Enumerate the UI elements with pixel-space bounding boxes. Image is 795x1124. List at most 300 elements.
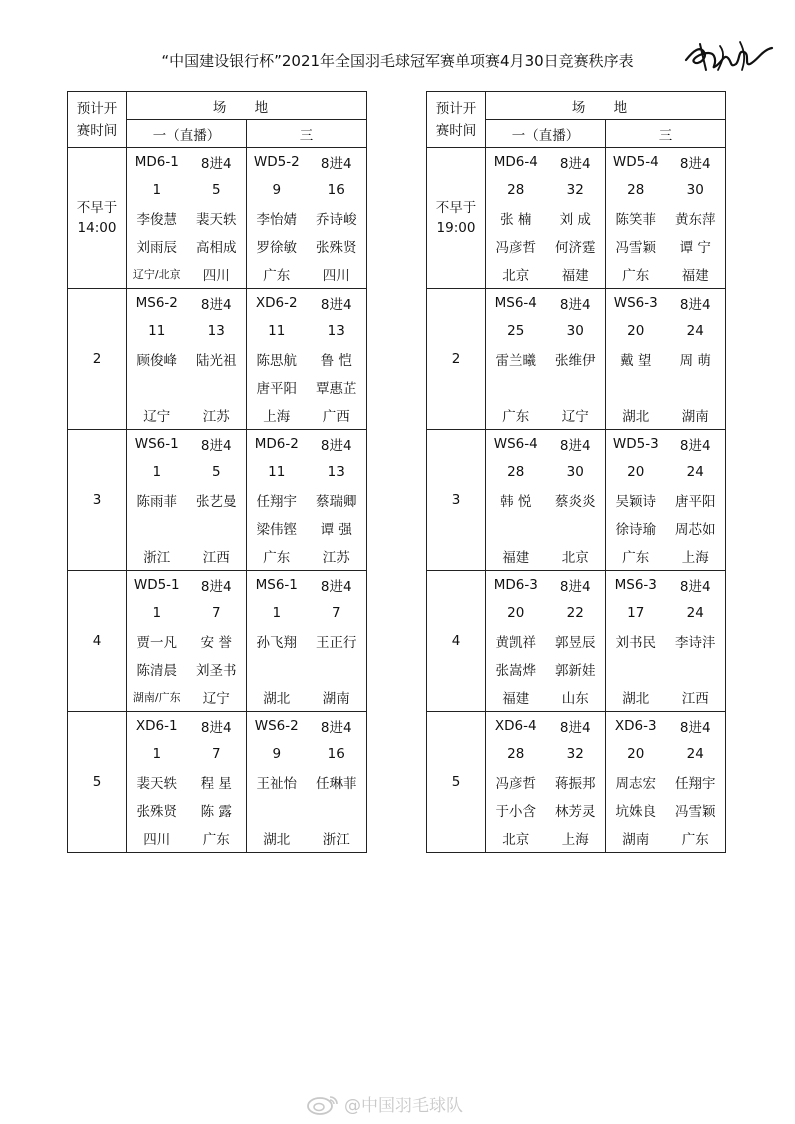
match-line bbox=[486, 289, 605, 317]
match-cell: 上海 bbox=[681, 550, 709, 566]
match-cell: 张殊贤 bbox=[136, 804, 177, 820]
match-cell: 雷兰曦 bbox=[495, 353, 536, 369]
match-cell: 广东 bbox=[263, 550, 291, 566]
match-line bbox=[606, 571, 725, 599]
table-row bbox=[68, 571, 367, 712]
match-cell: 林芳灵 bbox=[555, 804, 596, 820]
match-cell: 吴颖诗 bbox=[615, 494, 656, 510]
match-line bbox=[247, 486, 366, 514]
match-cell: 韩 悦 bbox=[500, 494, 532, 510]
match-line bbox=[606, 796, 725, 824]
match-cell: 9 bbox=[272, 182, 282, 198]
start-time-line: 4 bbox=[451, 633, 461, 649]
match-cell: 8进4 bbox=[679, 156, 711, 172]
match-cell: 28 bbox=[507, 182, 525, 198]
match-cell: 安 誉 bbox=[200, 635, 232, 651]
match-cell: 广东 bbox=[202, 832, 230, 848]
match-cell: 李俊慧 bbox=[136, 212, 177, 228]
match-cell: 覃惠芷 bbox=[316, 381, 357, 397]
match-cell: 谭 强 bbox=[320, 522, 352, 538]
table-row bbox=[68, 289, 367, 430]
match-line bbox=[486, 542, 605, 570]
match-cell: 谭 宁 bbox=[679, 240, 711, 256]
header-time bbox=[68, 92, 127, 148]
match-cell: 辽宁 bbox=[143, 409, 171, 425]
match-cell: 9 bbox=[272, 746, 282, 762]
match-cell: 22 bbox=[566, 605, 584, 621]
match-cell: 广东 bbox=[622, 550, 650, 566]
match-cell: 刘书民 bbox=[615, 635, 656, 651]
match-line bbox=[247, 345, 366, 373]
match-cell: 7 bbox=[331, 605, 341, 621]
match-cell: 冯雪颖 bbox=[615, 240, 656, 256]
match-line bbox=[606, 148, 725, 176]
match-cell: 高相成 bbox=[196, 240, 237, 256]
match-cell: 28 bbox=[507, 464, 525, 480]
match-cell: 四川 bbox=[202, 268, 230, 284]
match-line bbox=[247, 712, 366, 740]
match-line bbox=[486, 796, 605, 824]
court-3-match bbox=[247, 430, 367, 571]
match-cell: 20 bbox=[507, 605, 525, 621]
match-cell: 24 bbox=[686, 464, 704, 480]
match-cell: MS6-3 bbox=[614, 577, 657, 593]
match-cell: 广东 bbox=[622, 268, 650, 284]
table-row bbox=[427, 289, 726, 430]
match-cell: 湖北 bbox=[622, 691, 650, 707]
court-3-match bbox=[247, 571, 367, 712]
court-3-match bbox=[606, 712, 726, 853]
match-cell: 20 bbox=[627, 464, 645, 480]
match-cell: 16 bbox=[327, 182, 345, 198]
match-line bbox=[127, 655, 246, 683]
start-time bbox=[68, 571, 127, 712]
match-cell: 28 bbox=[627, 182, 645, 198]
match-cell: 1 bbox=[152, 746, 162, 762]
match-line bbox=[127, 599, 246, 627]
match-cell: 裴天轶 bbox=[136, 776, 177, 792]
match-line bbox=[486, 345, 605, 373]
header-time bbox=[427, 92, 486, 148]
match-cell: 顾俊峰 bbox=[136, 353, 177, 369]
header-court-3: 三 bbox=[247, 120, 367, 148]
match-cell: 郭昱辰 bbox=[555, 635, 596, 651]
watermark-text: @中国羽毛球队 bbox=[344, 1096, 463, 1116]
match-cell: 8进4 bbox=[200, 156, 232, 172]
match-cell: 冯彦哲 bbox=[495, 240, 536, 256]
match-cell: 湖北 bbox=[622, 409, 650, 425]
match-line bbox=[606, 458, 725, 486]
court-1-match bbox=[486, 148, 606, 289]
start-time bbox=[68, 430, 127, 571]
match-cell: 湖南/广东 bbox=[132, 691, 181, 704]
start-time-line: 5 bbox=[92, 774, 102, 790]
match-cell: 于小含 bbox=[495, 804, 536, 820]
match-cell: 1 bbox=[272, 605, 282, 621]
match-cell: 5 bbox=[211, 182, 221, 198]
match-cell: 刘 成 bbox=[559, 212, 591, 228]
schedule-table-afternoon bbox=[67, 91, 367, 853]
match-cell: 福建 bbox=[502, 550, 530, 566]
start-time bbox=[427, 289, 486, 430]
start-time-line: 19:00 bbox=[436, 220, 476, 236]
match-line bbox=[606, 373, 725, 401]
match-line bbox=[486, 401, 605, 429]
match-line bbox=[247, 796, 366, 824]
match-cell: MS6-1 bbox=[255, 577, 298, 593]
match-cell: 32 bbox=[566, 746, 584, 762]
court-3-match bbox=[247, 148, 367, 289]
match-cell: 陈雨菲 bbox=[136, 494, 177, 510]
match-cell: 8进4 bbox=[559, 579, 591, 595]
match-line bbox=[247, 401, 366, 429]
match-cell: 蒋振邦 bbox=[555, 776, 596, 792]
match-cell: 广东 bbox=[681, 832, 709, 848]
match-line bbox=[486, 176, 605, 204]
match-line bbox=[247, 204, 366, 232]
schedule-table-evening bbox=[426, 91, 726, 853]
match-line bbox=[606, 486, 725, 514]
header-venue: 场 地 bbox=[486, 92, 726, 120]
match-cell: 广西 bbox=[322, 409, 350, 425]
start-time-line: 3 bbox=[92, 492, 102, 508]
match-cell: 8进4 bbox=[320, 156, 352, 172]
match-cell: 17 bbox=[627, 605, 645, 621]
match-cell: 张 楠 bbox=[500, 212, 532, 228]
table-row bbox=[427, 712, 726, 853]
match-cell: 李怡婧 bbox=[256, 212, 297, 228]
court-1-match bbox=[486, 571, 606, 712]
match-line bbox=[606, 260, 725, 288]
watermark bbox=[306, 1091, 463, 1116]
match-line bbox=[247, 148, 366, 176]
match-cell: 山东 bbox=[561, 691, 589, 707]
match-line bbox=[606, 627, 725, 655]
match-cell: 1 bbox=[152, 605, 162, 621]
start-time bbox=[427, 430, 486, 571]
start-time-line: 不早于 bbox=[76, 200, 118, 216]
signature-image bbox=[680, 36, 776, 76]
header-court-1: 一（直播） bbox=[127, 120, 247, 148]
match-cell: 8进4 bbox=[679, 579, 711, 595]
match-line bbox=[127, 542, 246, 570]
match-line bbox=[606, 430, 725, 458]
match-cell: XD6-4 bbox=[494, 718, 537, 734]
match-cell: 8进4 bbox=[679, 297, 711, 313]
match-line bbox=[247, 740, 366, 768]
match-cell: XD6-2 bbox=[255, 295, 298, 311]
match-cell: 湖北 bbox=[263, 691, 291, 707]
match-cell: 11 bbox=[148, 323, 166, 339]
match-line bbox=[127, 317, 246, 345]
match-cell: 32 bbox=[566, 182, 584, 198]
match-cell: 陈笑菲 bbox=[615, 212, 656, 228]
match-cell: 张殊贤 bbox=[316, 240, 357, 256]
match-cell: 13 bbox=[207, 323, 225, 339]
match-cell: 30 bbox=[566, 464, 584, 480]
match-line bbox=[486, 260, 605, 288]
match-cell: 冯彦哲 bbox=[495, 776, 536, 792]
match-line bbox=[247, 542, 366, 570]
match-cell: 张艺曼 bbox=[196, 494, 237, 510]
match-line bbox=[486, 768, 605, 796]
match-line bbox=[606, 824, 725, 852]
match-line bbox=[606, 655, 725, 683]
match-line bbox=[127, 373, 246, 401]
match-line bbox=[486, 148, 605, 176]
match-line bbox=[247, 599, 366, 627]
match-cell: 任翔宇 bbox=[256, 494, 297, 510]
table-row bbox=[427, 148, 726, 289]
match-line bbox=[486, 824, 605, 852]
match-cell: WS6-1 bbox=[134, 436, 179, 452]
start-time-line: 不早于 bbox=[435, 200, 477, 216]
match-line bbox=[247, 655, 366, 683]
match-cell: 25 bbox=[507, 323, 525, 339]
match-cell: 8进4 bbox=[320, 579, 352, 595]
table-row bbox=[68, 430, 367, 571]
match-line bbox=[486, 430, 605, 458]
match-cell: 北京 bbox=[502, 268, 530, 284]
match-cell: 8进4 bbox=[679, 720, 711, 736]
match-line bbox=[127, 289, 246, 317]
match-line bbox=[606, 317, 725, 345]
match-line bbox=[247, 289, 366, 317]
match-cell: 张维伊 bbox=[555, 353, 596, 369]
match-cell: 8进4 bbox=[320, 720, 352, 736]
match-cell: WD5-1 bbox=[133, 577, 180, 593]
match-cell: WD5-4 bbox=[612, 154, 659, 170]
court-1-match bbox=[486, 430, 606, 571]
match-line bbox=[247, 373, 366, 401]
match-line bbox=[127, 401, 246, 429]
match-cell: XD6-3 bbox=[614, 718, 657, 734]
match-line bbox=[247, 317, 366, 345]
match-line bbox=[486, 655, 605, 683]
start-time bbox=[427, 148, 486, 289]
match-cell: 湖南 bbox=[681, 409, 709, 425]
match-cell: 乔诗峻 bbox=[316, 212, 357, 228]
match-line bbox=[486, 683, 605, 711]
match-line bbox=[247, 458, 366, 486]
match-cell: 江苏 bbox=[322, 550, 350, 566]
court-1-match bbox=[127, 289, 247, 430]
match-line bbox=[486, 627, 605, 655]
match-cell: 江西 bbox=[202, 550, 230, 566]
match-line bbox=[127, 514, 246, 542]
match-cell: 8进4 bbox=[200, 297, 232, 313]
start-time-line: 14:00 bbox=[77, 220, 117, 236]
match-cell: 24 bbox=[686, 605, 704, 621]
match-cell: 8进4 bbox=[559, 438, 591, 454]
match-cell: 8进4 bbox=[200, 720, 232, 736]
court-3-match bbox=[606, 430, 726, 571]
match-line bbox=[606, 176, 725, 204]
match-line bbox=[606, 683, 725, 711]
match-cell: 辽宁 bbox=[202, 691, 230, 707]
match-cell: 陈思航 bbox=[256, 353, 297, 369]
start-time bbox=[427, 571, 486, 712]
match-line bbox=[127, 571, 246, 599]
match-line bbox=[606, 740, 725, 768]
match-cell: 任翔宇 bbox=[675, 776, 716, 792]
match-cell: 何济霆 bbox=[555, 240, 596, 256]
match-cell: 江西 bbox=[681, 691, 709, 707]
match-line bbox=[486, 514, 605, 542]
match-line bbox=[247, 768, 366, 796]
match-cell: 湖南 bbox=[322, 691, 350, 707]
start-time bbox=[68, 148, 127, 289]
match-cell: 8进4 bbox=[320, 297, 352, 313]
court-1-match bbox=[486, 289, 606, 430]
match-cell: 郭新娃 bbox=[555, 663, 596, 679]
match-cell: 24 bbox=[686, 746, 704, 762]
match-line bbox=[127, 430, 246, 458]
court-3-match bbox=[247, 712, 367, 853]
match-line bbox=[247, 514, 366, 542]
header-time-label: 预计开赛时间 bbox=[435, 100, 477, 139]
match-cell: 陆光祖 bbox=[196, 353, 237, 369]
match-cell: 刘雨辰 bbox=[136, 240, 177, 256]
court-1-match bbox=[127, 571, 247, 712]
match-cell: 20 bbox=[627, 746, 645, 762]
match-cell: 蔡炎炎 bbox=[555, 494, 596, 510]
match-line bbox=[247, 176, 366, 204]
match-cell: 上海 bbox=[561, 832, 589, 848]
court-3-match bbox=[247, 289, 367, 430]
table-row bbox=[68, 148, 367, 289]
match-cell: 1 bbox=[152, 182, 162, 198]
match-cell: 蔡瑞卿 bbox=[316, 494, 357, 510]
match-cell: 北京 bbox=[502, 832, 530, 848]
match-cell: 福建 bbox=[681, 268, 709, 284]
table-row bbox=[68, 712, 367, 853]
match-line bbox=[606, 289, 725, 317]
match-cell: 张嵩烨 bbox=[495, 663, 536, 679]
match-cell: 黄东萍 bbox=[675, 212, 716, 228]
match-cell: 周 萌 bbox=[679, 353, 711, 369]
match-cell: WS6-4 bbox=[493, 436, 538, 452]
match-cell: 唐平阳 bbox=[675, 494, 716, 510]
match-cell: 孙飞翔 bbox=[256, 635, 297, 651]
match-cell: 浙江 bbox=[143, 550, 171, 566]
table-row bbox=[427, 430, 726, 571]
match-cell: 30 bbox=[566, 323, 584, 339]
weibo-icon bbox=[306, 1093, 340, 1115]
match-cell: 8进4 bbox=[200, 579, 232, 595]
match-line bbox=[486, 571, 605, 599]
match-cell: 罗徐敏 bbox=[256, 240, 297, 256]
match-cell: 湖南 bbox=[622, 832, 650, 848]
match-cell: 北京 bbox=[561, 550, 589, 566]
match-cell: 20 bbox=[627, 323, 645, 339]
start-time-line: 4 bbox=[92, 633, 102, 649]
match-cell: 冯雪颖 bbox=[675, 804, 716, 820]
match-cell: 陈 露 bbox=[200, 804, 232, 820]
header-court-1: 一（直播） bbox=[486, 120, 606, 148]
match-cell: 鲁 恺 bbox=[320, 353, 352, 369]
match-cell: 1 bbox=[152, 464, 162, 480]
match-cell: 7 bbox=[211, 746, 221, 762]
match-line bbox=[247, 232, 366, 260]
match-line bbox=[486, 712, 605, 740]
match-cell: 7 bbox=[211, 605, 221, 621]
match-line bbox=[127, 486, 246, 514]
match-line bbox=[486, 373, 605, 401]
match-cell: 王正行 bbox=[316, 635, 357, 651]
page-title: “中国建设银行杯”2021年全国羽毛球冠军赛单项赛4月30日竞赛秩序表 bbox=[161, 52, 634, 70]
match-cell: 黄凯祥 bbox=[495, 635, 536, 651]
match-cell: 8进4 bbox=[559, 297, 591, 313]
match-cell: 浙江 bbox=[322, 832, 350, 848]
match-line bbox=[606, 345, 725, 373]
match-line bbox=[127, 683, 246, 711]
match-line bbox=[606, 599, 725, 627]
match-cell: 8进4 bbox=[679, 438, 711, 454]
court-1-match bbox=[127, 148, 247, 289]
match-line bbox=[486, 232, 605, 260]
match-line bbox=[606, 232, 725, 260]
match-cell: 13 bbox=[327, 464, 345, 480]
match-line bbox=[486, 317, 605, 345]
match-line bbox=[606, 542, 725, 570]
match-line bbox=[247, 430, 366, 458]
match-cell: 11 bbox=[268, 464, 286, 480]
match-line bbox=[127, 768, 246, 796]
match-cell: WS6-2 bbox=[254, 718, 299, 734]
match-line bbox=[127, 712, 246, 740]
header-court-3: 三 bbox=[606, 120, 726, 148]
match-cell: 辽宁 bbox=[561, 409, 589, 425]
court-1-match bbox=[127, 430, 247, 571]
match-cell: 四川 bbox=[322, 268, 350, 284]
match-cell: WD5-2 bbox=[253, 154, 300, 170]
match-cell: 程 星 bbox=[200, 776, 232, 792]
match-cell: 30 bbox=[686, 182, 704, 198]
match-cell: 5 bbox=[211, 464, 221, 480]
match-cell: 坑姝良 bbox=[615, 804, 656, 820]
match-line bbox=[247, 627, 366, 655]
match-line bbox=[127, 824, 246, 852]
match-cell: WS6-3 bbox=[613, 295, 658, 311]
court-3-match bbox=[606, 148, 726, 289]
table-row bbox=[427, 571, 726, 712]
match-line bbox=[486, 599, 605, 627]
match-cell: MD6-2 bbox=[254, 436, 299, 452]
match-line bbox=[486, 458, 605, 486]
match-line bbox=[606, 204, 725, 232]
match-cell: MD6-3 bbox=[493, 577, 538, 593]
match-cell: 广东 bbox=[502, 409, 530, 425]
match-line bbox=[486, 740, 605, 768]
match-cell: 王祉怡 bbox=[256, 776, 297, 792]
match-line bbox=[127, 740, 246, 768]
match-cell: 11 bbox=[268, 323, 286, 339]
match-cell: 任琳菲 bbox=[316, 776, 357, 792]
match-line bbox=[606, 514, 725, 542]
match-cell: 周志宏 bbox=[615, 776, 656, 792]
match-cell: 徐诗瑜 bbox=[615, 522, 656, 538]
match-line bbox=[127, 796, 246, 824]
header-venue: 场 地 bbox=[127, 92, 367, 120]
court-1-match bbox=[486, 712, 606, 853]
match-cell: MS6-4 bbox=[494, 295, 537, 311]
match-line bbox=[486, 204, 605, 232]
match-line bbox=[127, 627, 246, 655]
match-cell: 江苏 bbox=[202, 409, 230, 425]
match-cell: 8进4 bbox=[559, 156, 591, 172]
start-time bbox=[68, 712, 127, 853]
